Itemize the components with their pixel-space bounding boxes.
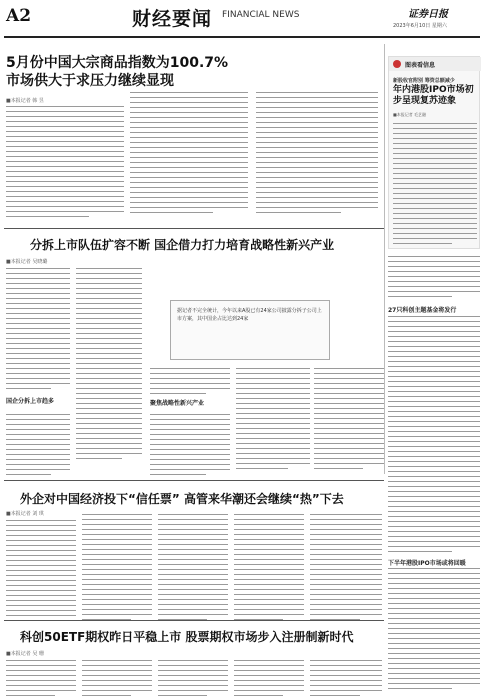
section3-byline: ■本报记者 刘 琪 <box>6 511 44 517</box>
section4-column4 <box>234 660 304 700</box>
section3-headline: 外企对中国经济投下“信任票” 高管来华潮还会继续“热”下去 <box>20 492 344 506</box>
section4-headline: 科创50ETF期权昨日平稳上市 股票期权市场步入注册制新时代 <box>20 630 354 644</box>
section3-column4 <box>234 514 304 624</box>
section3-column5 <box>310 514 382 624</box>
chart-icon <box>393 60 401 68</box>
column-name: 财经要闻 <box>132 8 213 30</box>
sidebar-header <box>389 57 481 71</box>
page-number: A2 <box>6 6 32 26</box>
right-column-text3 <box>388 568 480 693</box>
section2-subhead-mid: 聚焦战略性新兴产业 <box>150 400 205 407</box>
top-byline: ■本报记者 韩 昱 <box>6 98 44 104</box>
section4-column5 <box>310 660 382 700</box>
top-story-column3 <box>256 92 378 217</box>
section4-byline: ■本报记者 吴 珊 <box>6 651 44 657</box>
column-name-en: FINANCIAL NEWS <box>222 10 300 20</box>
right-column-text2 <box>388 316 480 556</box>
section2-column2 <box>76 268 142 463</box>
sidebar-headline: 年内港股IPO市场初步呈现复苏迹象 <box>393 85 474 106</box>
section-divider <box>4 620 384 621</box>
publication-date: 2023年6月10日 星期六 <box>393 23 447 29</box>
section4-column1 <box>6 660 76 700</box>
section3-column1 <box>6 520 76 625</box>
top-story-column2 <box>130 92 248 217</box>
section2-column1b <box>6 414 70 479</box>
section2-byline: ■本报记者 吴晓璐 <box>6 259 48 265</box>
publication-logo: 证券日报 <box>408 9 448 20</box>
section4-column2 <box>82 660 152 700</box>
right-column-text1 <box>388 256 480 301</box>
top-story-column1 <box>6 106 124 221</box>
top-headline-line2: 市场供大于求压力继续显现 <box>6 73 174 89</box>
section2-column3 <box>150 368 230 398</box>
section2-column3b <box>150 414 230 479</box>
section3-column3 <box>158 514 228 624</box>
section-divider <box>4 480 384 481</box>
column-rule <box>384 44 385 474</box>
section-divider <box>4 228 384 229</box>
pull-quote: 据记者不完全统计，今年以来A股已有24家公司披露分拆子公司上市方案，其中国企占比达到24家 <box>177 308 322 322</box>
top-headline <box>6 54 306 90</box>
sidebar-title: 图表看信息 <box>405 62 436 69</box>
section2-column1 <box>6 268 70 393</box>
section2-subhead-left: 国企分拆上市趋多 <box>6 398 55 405</box>
right-subhead2: 下半年港股IPO市场或将回暖 <box>388 560 466 567</box>
top-headline-line1: 5月份中国大宗商品指数为100.7% <box>6 55 229 71</box>
pull-quote-box <box>170 300 330 360</box>
right-subhead1: 27只科创主题基金将发行 <box>388 307 457 314</box>
section2-headline: 分拆上市队伍扩容不断 国企借力打力培育战略性新兴产业 <box>30 238 335 252</box>
sidebar-byline: ■本报记者 毛艺融 <box>393 112 427 117</box>
section2-column5 <box>314 368 384 473</box>
masthead-rule <box>4 36 480 38</box>
sidebar-box <box>388 56 480 249</box>
section3-column2 <box>82 514 152 624</box>
section4-column3 <box>158 660 228 700</box>
sidebar-subtitle: 新股收官附别 筹资总额减少 <box>393 78 455 84</box>
sidebar-text <box>393 123 477 248</box>
section2-column4 <box>236 368 310 473</box>
masthead <box>0 0 484 38</box>
